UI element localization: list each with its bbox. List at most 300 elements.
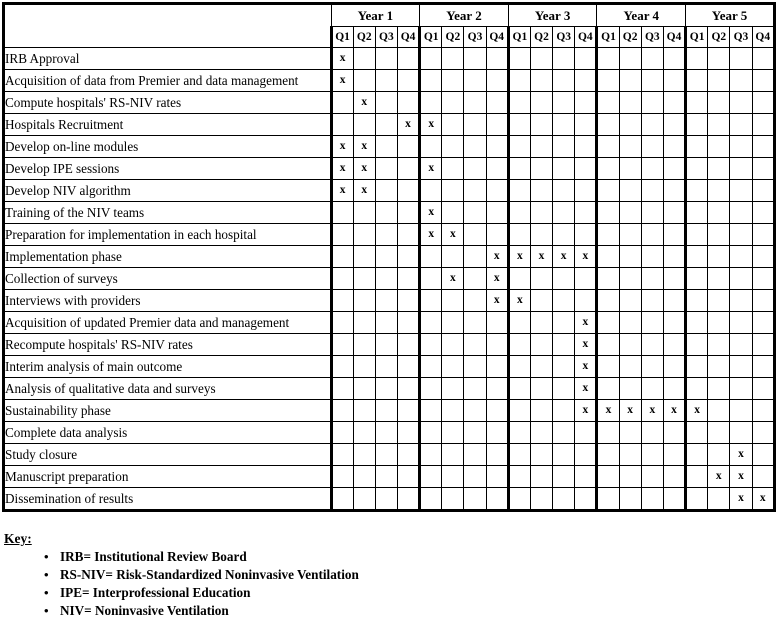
timeline-cell-empty xyxy=(353,70,375,92)
timeline-cell-empty xyxy=(375,466,397,488)
timeline-cell-empty xyxy=(575,180,597,202)
timeline-cell-empty xyxy=(641,224,663,246)
timeline-cell-empty xyxy=(530,48,552,70)
timeline-cell-empty xyxy=(575,466,597,488)
timeline-cell-empty xyxy=(752,422,774,444)
timeline-cell-marked xyxy=(575,334,597,356)
timeline-cell-empty xyxy=(619,334,641,356)
timeline-cell-empty xyxy=(464,158,486,180)
timeline-cell-empty xyxy=(575,224,597,246)
activity-mark: x xyxy=(582,316,589,328)
timeline-cell-empty xyxy=(464,92,486,114)
table-row xyxy=(4,334,775,356)
timeline-cell-empty xyxy=(597,356,619,378)
timeline-cell-empty xyxy=(331,224,353,246)
timeline-cell-empty xyxy=(508,444,530,466)
timeline-cell-empty xyxy=(553,268,575,290)
timeline-cell-empty xyxy=(641,246,663,268)
timeline-cell-empty xyxy=(553,290,575,312)
table-header xyxy=(4,4,775,48)
timeline-cell-empty xyxy=(663,466,685,488)
activity-mark: x xyxy=(493,272,500,284)
timeline-cell-empty xyxy=(686,70,708,92)
timeline-cell-empty xyxy=(553,224,575,246)
activity-mark: x xyxy=(759,492,766,504)
timeline-cell-empty xyxy=(730,422,752,444)
timeline-cell-empty xyxy=(442,422,464,444)
timeline-cell-empty xyxy=(730,70,752,92)
timeline-cell-empty xyxy=(375,312,397,334)
quarter-header-y4-q2: Q2 xyxy=(619,27,641,48)
timeline-cell-empty xyxy=(530,70,552,92)
timeline-cell-empty xyxy=(730,92,752,114)
timeline-cell-empty xyxy=(708,488,730,511)
timeline-cell-empty xyxy=(442,378,464,400)
timeline-cell-empty xyxy=(464,246,486,268)
timeline-cell-empty xyxy=(663,136,685,158)
bullet-icon: • xyxy=(44,567,49,582)
timeline-cell-empty xyxy=(708,202,730,224)
quarter-header-y2-q4: Q4 xyxy=(486,27,508,48)
timeline-cell-marked xyxy=(442,224,464,246)
timeline-cell-empty xyxy=(619,246,641,268)
timeline-cell-empty xyxy=(397,224,419,246)
timeline-cell-empty xyxy=(553,202,575,224)
quarter-header-y5-q2: Q2 xyxy=(708,27,730,48)
timeline-cell-empty xyxy=(686,92,708,114)
table-row xyxy=(4,312,775,334)
timeline-cell-empty xyxy=(597,334,619,356)
timeline-cell-marked xyxy=(708,466,730,488)
timeline-cell-empty xyxy=(397,488,419,511)
timeline-cell-empty xyxy=(686,312,708,334)
task-label: Analysis of qualitative data and surveys xyxy=(4,378,332,400)
timeline-cell-empty xyxy=(486,224,508,246)
timeline-cell-empty xyxy=(708,378,730,400)
timeline-cell-empty xyxy=(641,70,663,92)
timeline-cell-marked xyxy=(331,158,353,180)
quarter-header-y3-q3: Q3 xyxy=(553,27,575,48)
timeline-cell-empty xyxy=(353,422,375,444)
timeline-cell-empty xyxy=(752,268,774,290)
timeline-cell-empty xyxy=(375,246,397,268)
timeline-cell-empty xyxy=(530,202,552,224)
timeline-cell-empty xyxy=(464,356,486,378)
timeline-cell-empty xyxy=(508,158,530,180)
timeline-cell-empty xyxy=(486,114,508,136)
timeline-cell-empty xyxy=(530,444,552,466)
table-row xyxy=(4,180,775,202)
task-label: Sustainability phase xyxy=(4,400,332,422)
timeline-cell-empty xyxy=(442,92,464,114)
key-item-label: IRB= Institutional Review Board xyxy=(60,549,247,564)
timeline-cell-empty xyxy=(619,466,641,488)
timeline-cell-empty xyxy=(597,92,619,114)
timeline-cell-empty xyxy=(464,70,486,92)
timeline-cell-empty xyxy=(397,268,419,290)
timeline-cell-marked xyxy=(442,268,464,290)
timeline-cell-empty xyxy=(619,70,641,92)
timeline-cell-empty xyxy=(486,334,508,356)
timeline-cell-empty xyxy=(464,290,486,312)
activity-mark: x xyxy=(339,74,346,86)
table-row xyxy=(4,48,775,70)
timeline-cell-empty xyxy=(397,246,419,268)
timeline-cell-empty xyxy=(597,158,619,180)
timeline-cell-empty xyxy=(420,334,442,356)
timeline-cell-empty xyxy=(641,48,663,70)
year-header-3: Year 3 xyxy=(508,4,597,27)
timeline-cell-marked xyxy=(420,202,442,224)
activity-mark: x xyxy=(627,404,634,416)
task-label: Acquisition of updated Premier data and management xyxy=(4,312,332,334)
timeline-cell-empty xyxy=(619,422,641,444)
timeline-cell-marked xyxy=(730,488,752,511)
quarter-header-y3-q1: Q1 xyxy=(508,27,530,48)
quarter-header-y3-q2: Q2 xyxy=(530,27,552,48)
timeline-cell-marked xyxy=(508,290,530,312)
timeline-cell-empty xyxy=(486,444,508,466)
bullet-icon: • xyxy=(44,549,49,564)
task-label: Develop NIV algorithm xyxy=(4,180,332,202)
timeline-cell-empty xyxy=(641,92,663,114)
timeline-cell-empty xyxy=(375,48,397,70)
table-row xyxy=(4,290,775,312)
task-label: Compute hospitals' RS-NIV rates xyxy=(4,92,332,114)
timeline-cell-empty xyxy=(508,400,530,422)
timeline-cell-empty xyxy=(752,114,774,136)
timeline-cell-empty xyxy=(442,158,464,180)
timeline-cell-marked xyxy=(353,180,375,202)
timeline-cell-empty xyxy=(464,312,486,334)
table-row xyxy=(4,158,775,180)
timeline-cell-empty xyxy=(752,224,774,246)
timeline-cell-empty xyxy=(752,400,774,422)
table-row xyxy=(4,92,775,114)
timeline-cell-empty xyxy=(597,466,619,488)
timeline-cell-empty xyxy=(508,334,530,356)
timeline-cell-empty xyxy=(553,444,575,466)
timeline-cell-empty xyxy=(375,114,397,136)
timeline-cell-empty xyxy=(641,114,663,136)
timeline-cell-empty xyxy=(619,48,641,70)
timeline-cell-empty xyxy=(752,466,774,488)
timeline-cell-marked xyxy=(353,158,375,180)
timeline-cell-empty xyxy=(397,158,419,180)
timeline-cell-empty xyxy=(530,422,552,444)
timeline-cell-empty xyxy=(708,158,730,180)
task-label: Dissemination of results xyxy=(4,488,332,511)
timeline-cell-empty xyxy=(686,334,708,356)
timeline-cell-empty xyxy=(686,246,708,268)
timeline-cell-empty xyxy=(375,268,397,290)
table-row xyxy=(4,378,775,400)
timeline-cell-empty xyxy=(464,422,486,444)
timeline-cell-empty xyxy=(730,48,752,70)
timeline-cell-empty xyxy=(553,422,575,444)
activity-mark: x xyxy=(738,492,744,504)
timeline-cell-empty xyxy=(508,92,530,114)
key-list xyxy=(4,548,764,620)
timeline-cell-empty xyxy=(375,334,397,356)
timeline-cell-empty xyxy=(730,114,752,136)
timeline-cell-empty xyxy=(641,488,663,511)
timeline-cell-empty xyxy=(530,114,552,136)
timeline-cell-marked xyxy=(486,290,508,312)
timeline-cell-empty xyxy=(420,312,442,334)
timeline-cell-empty xyxy=(730,378,752,400)
task-label: Interim analysis of main outcome xyxy=(4,356,332,378)
timeline-cell-empty xyxy=(619,312,641,334)
timeline-cell-empty xyxy=(530,312,552,334)
timeline-cell-empty xyxy=(597,268,619,290)
timeline-cell-empty xyxy=(530,356,552,378)
table-row xyxy=(4,268,775,290)
activity-mark: x xyxy=(493,250,500,262)
timeline-cell-empty xyxy=(442,246,464,268)
table-row xyxy=(4,356,775,378)
timeline-cell-empty xyxy=(375,356,397,378)
activity-mark: x xyxy=(649,404,656,416)
activity-mark: x xyxy=(339,184,346,196)
timeline-cell-empty xyxy=(331,290,353,312)
task-label: Hospitals Recruitment xyxy=(4,114,332,136)
quarter-header-y2-q2: Q2 xyxy=(442,27,464,48)
activity-mark: x xyxy=(361,140,368,152)
timeline-cell-empty xyxy=(663,70,685,92)
timeline-cell-empty xyxy=(486,48,508,70)
timeline-cell-empty xyxy=(686,356,708,378)
timeline-cell-empty xyxy=(575,444,597,466)
timeline-cell-empty xyxy=(486,356,508,378)
timeline-cell-empty xyxy=(420,444,442,466)
timeline-cell-empty xyxy=(486,70,508,92)
project-timeline-table xyxy=(2,2,776,512)
key-item xyxy=(4,548,764,566)
timeline-cell-empty xyxy=(752,334,774,356)
timeline-cell-empty xyxy=(442,444,464,466)
timeline-cell-empty xyxy=(597,488,619,511)
timeline-cell-marked xyxy=(575,378,597,400)
activity-mark: x xyxy=(428,206,435,218)
timeline-cell-marked xyxy=(420,114,442,136)
timeline-cell-empty xyxy=(663,48,685,70)
timeline-cell-empty xyxy=(663,158,685,180)
timeline-cell-marked xyxy=(730,466,752,488)
timeline-cell-empty xyxy=(752,378,774,400)
timeline-cell-empty xyxy=(353,202,375,224)
table-body xyxy=(4,48,775,511)
timeline-cell-empty xyxy=(686,180,708,202)
timeline-cell-marked xyxy=(486,268,508,290)
timeline-cell-empty xyxy=(553,356,575,378)
timeline-cell-empty xyxy=(752,202,774,224)
timeline-cell-empty xyxy=(597,114,619,136)
timeline-cell-empty xyxy=(575,70,597,92)
timeline-cell-empty xyxy=(508,136,530,158)
bullet-icon: • xyxy=(44,603,49,618)
timeline-cell-empty xyxy=(397,202,419,224)
activity-mark: x xyxy=(361,162,368,174)
table-row xyxy=(4,202,775,224)
timeline-cell-empty xyxy=(464,136,486,158)
timeline-cell-empty xyxy=(708,268,730,290)
quarter-header-y1-q1: Q1 xyxy=(331,27,353,48)
timeline-cell-marked xyxy=(420,224,442,246)
timeline-cell-empty xyxy=(397,312,419,334)
activity-mark: x xyxy=(339,162,346,174)
timeline-cell-empty xyxy=(597,378,619,400)
key-legend xyxy=(4,531,764,620)
timeline-cell-empty xyxy=(730,268,752,290)
timeline-cell-empty xyxy=(420,48,442,70)
timeline-cell-empty xyxy=(530,224,552,246)
timeline-cell-empty xyxy=(730,136,752,158)
timeline-cell-empty xyxy=(486,202,508,224)
timeline-cell-empty xyxy=(353,224,375,246)
timeline-cell-empty xyxy=(619,378,641,400)
timeline-cell-empty xyxy=(397,136,419,158)
timeline-cell-empty xyxy=(353,488,375,511)
timeline-cell-empty xyxy=(508,114,530,136)
timeline-cell-empty xyxy=(575,422,597,444)
timeline-cell-empty xyxy=(508,378,530,400)
timeline-cell-empty xyxy=(752,444,774,466)
timeline-cell-empty xyxy=(730,246,752,268)
timeline-cell-empty xyxy=(553,312,575,334)
timeline-cell-empty xyxy=(420,246,442,268)
timeline-cell-empty xyxy=(641,202,663,224)
table-row xyxy=(4,444,775,466)
timeline-cell-empty xyxy=(420,466,442,488)
activity-mark: x xyxy=(361,184,368,196)
timeline-cell-empty xyxy=(486,400,508,422)
timeline-cell-empty xyxy=(730,290,752,312)
timeline-cell-marked xyxy=(397,114,419,136)
timeline-cell-empty xyxy=(686,488,708,511)
timeline-cell-empty xyxy=(420,400,442,422)
timeline-cell-empty xyxy=(663,180,685,202)
timeline-cell-empty xyxy=(442,136,464,158)
timeline-cell-empty xyxy=(375,422,397,444)
timeline-cell-empty xyxy=(420,488,442,511)
timeline-cell-empty xyxy=(641,334,663,356)
timeline-cell-empty xyxy=(641,312,663,334)
timeline-cell-empty xyxy=(353,268,375,290)
timeline-cell-empty xyxy=(708,180,730,202)
timeline-cell-empty xyxy=(442,400,464,422)
timeline-cell-empty xyxy=(619,356,641,378)
timeline-cell-empty xyxy=(508,268,530,290)
timeline-cell-empty xyxy=(663,312,685,334)
activity-mark: x xyxy=(516,250,523,262)
timeline-cell-empty xyxy=(597,224,619,246)
timeline-cell-empty xyxy=(486,312,508,334)
timeline-cell-empty xyxy=(420,268,442,290)
timeline-cell-empty xyxy=(442,202,464,224)
timeline-cell-empty xyxy=(752,180,774,202)
timeline-cell-empty xyxy=(331,378,353,400)
timeline-cell-empty xyxy=(397,466,419,488)
timeline-cell-empty xyxy=(530,378,552,400)
timeline-cell-empty xyxy=(597,48,619,70)
quarter-header-y5-q3: Q3 xyxy=(730,27,752,48)
timeline-cell-empty xyxy=(331,422,353,444)
timeline-cell-marked xyxy=(597,400,619,422)
table-row xyxy=(4,488,775,511)
activity-mark: x xyxy=(516,294,523,306)
timeline-cell-empty xyxy=(663,290,685,312)
timeline-cell-empty xyxy=(686,48,708,70)
timeline-cell-marked xyxy=(663,400,685,422)
timeline-cell-empty xyxy=(663,114,685,136)
timeline-cell-empty xyxy=(486,92,508,114)
timeline-cell-empty xyxy=(486,158,508,180)
timeline-cell-empty xyxy=(397,48,419,70)
timeline-cell-marked xyxy=(486,246,508,268)
timeline-cell-empty xyxy=(730,224,752,246)
timeline-cell-empty xyxy=(464,378,486,400)
key-item xyxy=(4,602,764,620)
timeline-cell-empty xyxy=(708,224,730,246)
timeline-cell-empty xyxy=(730,202,752,224)
timeline-cell-empty xyxy=(464,114,486,136)
timeline-cell-empty xyxy=(397,92,419,114)
timeline-cell-empty xyxy=(530,334,552,356)
timeline-cell-empty xyxy=(530,92,552,114)
timeline-cell-empty xyxy=(375,488,397,511)
timeline-cell-empty xyxy=(663,246,685,268)
timeline-cell-empty xyxy=(375,290,397,312)
timeline-cell-empty xyxy=(730,356,752,378)
timeline-cell-empty xyxy=(442,312,464,334)
timeline-cell-marked xyxy=(730,444,752,466)
timeline-cell-empty xyxy=(553,400,575,422)
timeline-cell-empty xyxy=(752,356,774,378)
timeline-cell-empty xyxy=(420,422,442,444)
timeline-cell-empty xyxy=(331,444,353,466)
quarter-header-y5-q1: Q1 xyxy=(686,27,708,48)
timeline-cell-empty xyxy=(752,48,774,70)
timeline-cell-empty xyxy=(397,334,419,356)
quarter-header-y3-q4: Q4 xyxy=(575,27,597,48)
key-item-label: RS-NIV= Risk-Standardized Noninvasive Ventilation xyxy=(60,567,359,582)
timeline-cell-empty xyxy=(752,136,774,158)
timeline-cell-marked xyxy=(508,246,530,268)
timeline-cell-empty xyxy=(663,488,685,511)
timeline-cell-empty xyxy=(708,400,730,422)
timeline-cell-empty xyxy=(464,444,486,466)
activity-mark: x xyxy=(738,470,744,482)
timeline-cell-empty xyxy=(508,70,530,92)
timeline-cell-empty xyxy=(730,400,752,422)
timeline-cell-marked xyxy=(619,400,641,422)
timeline-cell-empty xyxy=(331,334,353,356)
timeline-cell-empty xyxy=(641,356,663,378)
timeline-cell-empty xyxy=(597,70,619,92)
timeline-cell-empty xyxy=(397,378,419,400)
timeline-cell-empty xyxy=(575,202,597,224)
timeline-cell-empty xyxy=(375,378,397,400)
timeline-cell-empty xyxy=(641,378,663,400)
timeline-cell-empty xyxy=(375,158,397,180)
timeline-cell-empty xyxy=(575,48,597,70)
timeline-cell-empty xyxy=(708,70,730,92)
timeline-cell-empty xyxy=(375,400,397,422)
timeline-cell-empty xyxy=(353,290,375,312)
timeline-cell-empty xyxy=(530,488,552,511)
activity-mark: x xyxy=(428,162,435,174)
